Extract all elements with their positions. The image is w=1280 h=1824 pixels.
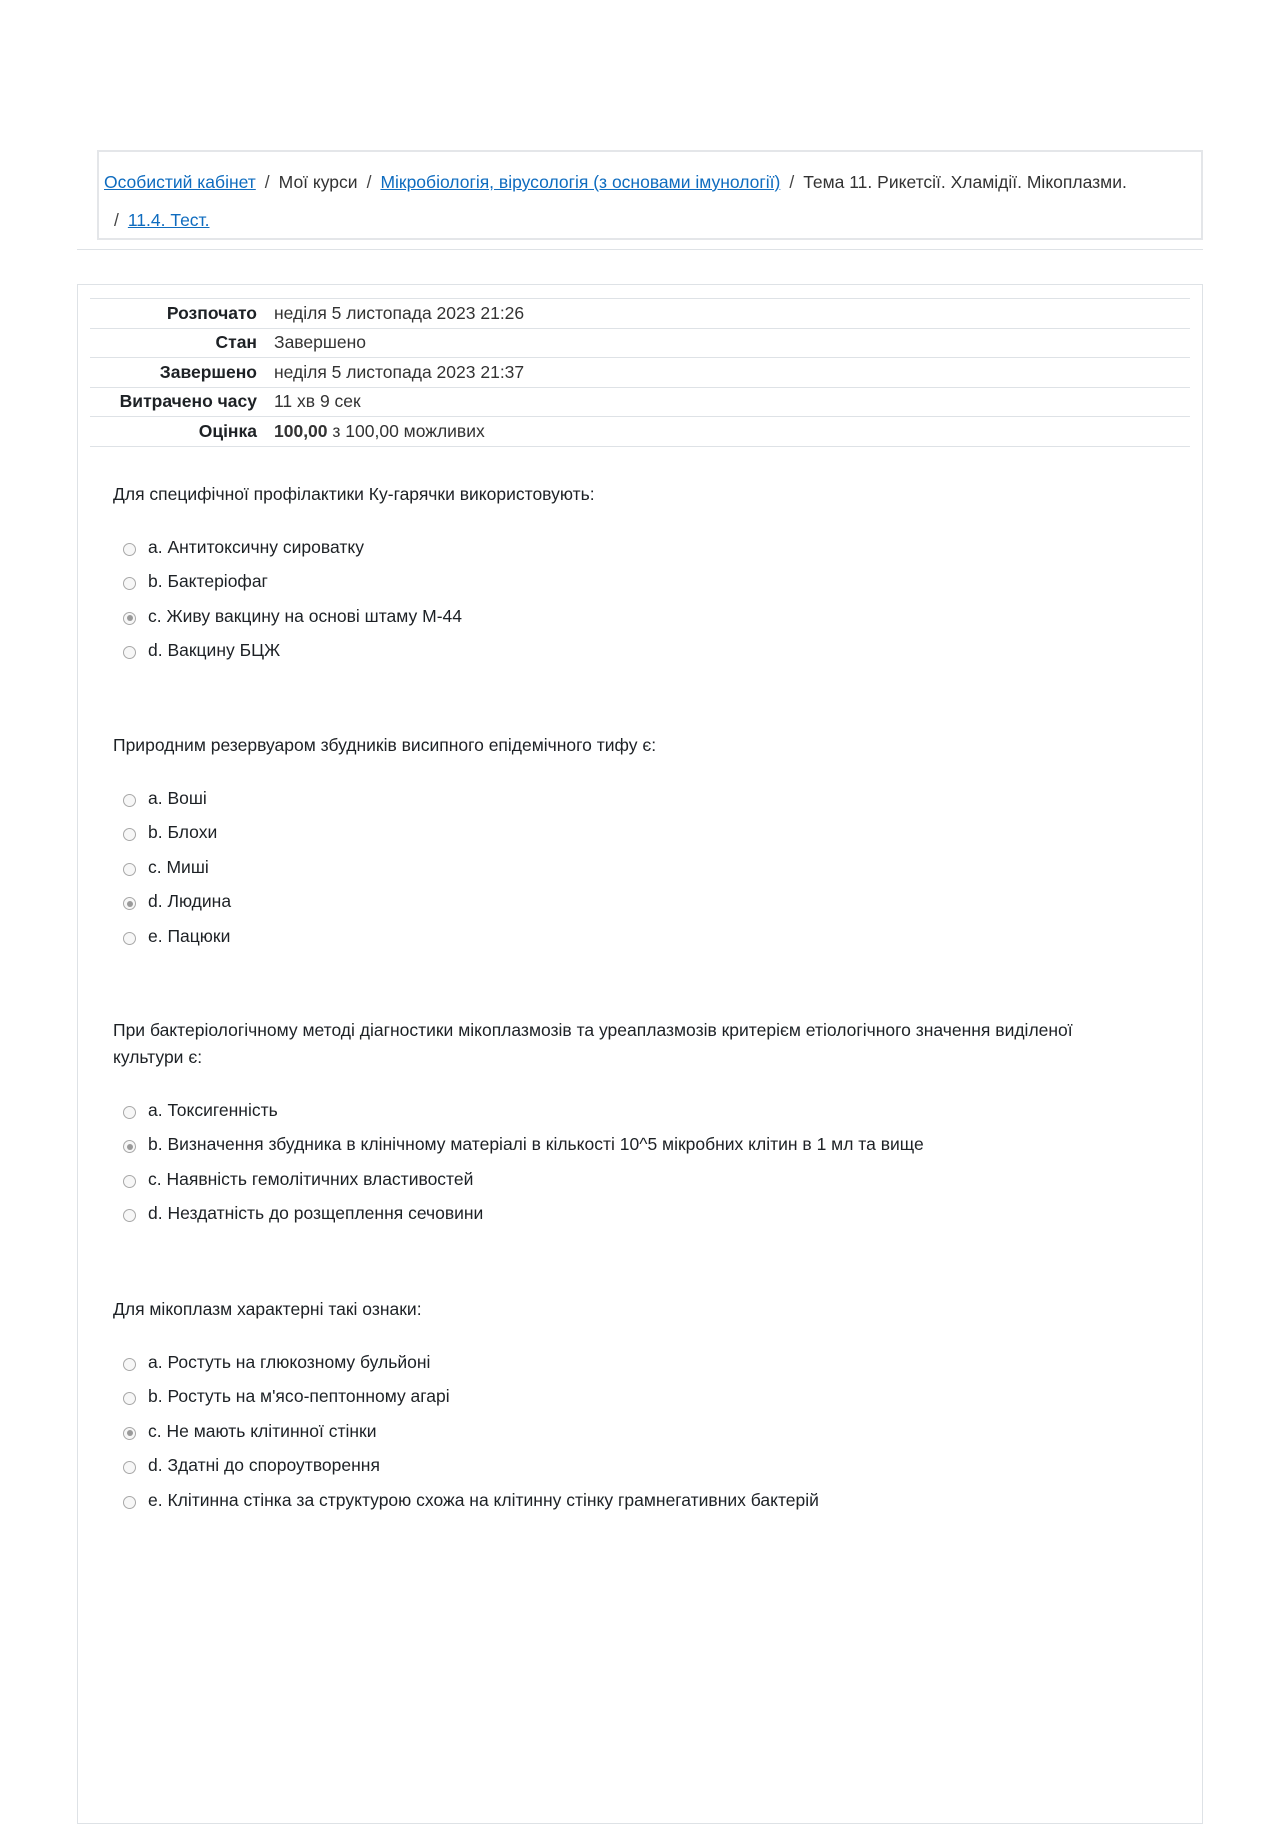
answer-option[interactable] <box>113 599 1113 634</box>
state-value: Завершено <box>274 328 1190 358</box>
question-text: При бактеріологічному методі діагностики мікоплазмозів та уреаплазмозів критерієм етіологічного значення виділеної культури є: <box>113 1020 1073 1067</box>
header-divider <box>77 249 1203 250</box>
question-1 <box>113 481 1113 668</box>
answer-label: c. Не мають клітинної стінки <box>148 1420 377 1441</box>
radio-button[interactable] <box>123 932 136 945</box>
answer-option[interactable] <box>113 530 1113 565</box>
question-4 <box>113 1296 1113 1518</box>
answer-option[interactable] <box>113 816 1113 851</box>
answer-label: c. Миші <box>148 856 209 877</box>
summary-row-state <box>90 328 1190 358</box>
answer-list <box>113 1093 1113 1231</box>
radio-button[interactable] <box>123 1358 136 1371</box>
completed-label: Завершено <box>90 358 274 388</box>
answer-option[interactable] <box>113 565 1113 600</box>
breadcrumb-separator: / <box>114 210 119 230</box>
grade-score: 100,00 <box>274 420 328 441</box>
summary-row-grade <box>90 417 1190 447</box>
answer-option[interactable] <box>113 1380 1113 1415</box>
answer-label: b. Бактеріофаг <box>148 571 268 592</box>
answer-option[interactable] <box>113 919 1113 954</box>
radio-button[interactable] <box>123 897 136 910</box>
answer-list <box>113 781 1113 954</box>
answer-list <box>113 530 1113 668</box>
started-value: неділя 5 листопада 2023 21:26 <box>274 299 1190 329</box>
answer-label: d. Людина <box>148 891 232 912</box>
breadcrumb-link-quiz[interactable]: 11.4. Тест. <box>127 210 210 230</box>
summary-row-completed <box>90 358 1190 388</box>
breadcrumb-link-dashboard[interactable]: Особистий кабінет <box>104 172 256 192</box>
state-label: Стан <box>90 328 274 358</box>
answer-option[interactable] <box>113 634 1113 669</box>
answer-label: a. Токсигенність <box>148 1099 278 1120</box>
answer-label: a. Воші <box>148 787 207 808</box>
breadcrumb-separator: / <box>366 172 372 192</box>
answer-option[interactable] <box>113 1345 1113 1380</box>
answer-label: d. Здатні до спороутворення <box>148 1455 380 1476</box>
radio-button[interactable] <box>123 1106 136 1119</box>
summary-row-time <box>90 387 1190 417</box>
radio-button[interactable] <box>123 1496 136 1509</box>
radio-button[interactable] <box>123 1461 136 1474</box>
answer-label: c. Наявність гемолітичних властивостей <box>148 1168 474 1189</box>
question-text: Для мікоплазм характерні такі ознаки: <box>113 1299 422 1319</box>
answer-option[interactable] <box>113 885 1113 920</box>
answer-option[interactable] <box>113 1449 1113 1484</box>
radio-button[interactable] <box>123 612 136 625</box>
answer-option[interactable] <box>113 1414 1113 1449</box>
breadcrumb-separator: / <box>264 172 270 192</box>
answer-label: e. Пацюки <box>148 925 231 946</box>
radio-button[interactable] <box>123 646 136 659</box>
breadcrumb-separator: / <box>789 172 795 192</box>
grade-label: Оцінка <box>90 417 274 447</box>
breadcrumb-item-topic: Тема 11. Рикетсії. Хламідії. Мікоплазми. <box>803 172 1127 192</box>
question-text: Природним резервуаром збудників висипного епідемічного тифу є: <box>113 735 657 755</box>
answer-option[interactable] <box>113 1483 1113 1518</box>
answer-label: a. Ростуть на глюкозному бульйоні <box>148 1351 431 1372</box>
question-3 <box>113 1017 1113 1231</box>
answer-option[interactable] <box>113 850 1113 885</box>
radio-button[interactable] <box>123 828 136 841</box>
time-taken-label: Витрачено часу <box>90 387 274 417</box>
radio-button[interactable] <box>123 863 136 876</box>
answer-option[interactable] <box>113 1162 1113 1197</box>
radio-button[interactable] <box>123 794 136 807</box>
answer-label: b. Визначення збудника в клінічному матеріалі в кількості 10^5 мікробних клітин в 1 мл та вище <box>148 1134 924 1155</box>
breadcrumb-link-course[interactable]: Мікробіологія, вірусологія (з основами імунології) <box>380 172 781 192</box>
radio-button[interactable] <box>123 1140 136 1153</box>
grade-max: з 100,00 можливих <box>327 420 485 441</box>
answer-option[interactable] <box>113 781 1113 816</box>
answer-label: e. Клітинна стінка за структурою схожа на клітинну стінку грамнегативних бактерій <box>148 1489 819 1510</box>
breadcrumb <box>97 150 1203 240</box>
completed-value: неділя 5 листопада 2023 21:37 <box>274 358 1190 388</box>
answer-label: b. Ростуть на м'ясо-пептонному агарі <box>148 1386 450 1407</box>
answer-label: d. Вакцину БЦЖ <box>148 640 281 661</box>
answer-label: c. Живу вакцину на основі штаму М-44 <box>148 605 462 626</box>
question-2 <box>113 732 1113 954</box>
radio-button[interactable] <box>123 543 136 556</box>
radio-button[interactable] <box>123 1392 136 1405</box>
summary-row-started <box>90 299 1190 329</box>
answer-list <box>113 1345 1113 1518</box>
attempt-summary-table <box>90 298 1190 447</box>
grade-value <box>274 417 1190 447</box>
time-taken-value: 11 хв 9 сек <box>274 387 1190 417</box>
radio-button[interactable] <box>123 1427 136 1440</box>
started-label: Розпочато <box>90 299 274 329</box>
answer-label: b. Блохи <box>148 822 218 843</box>
radio-button[interactable] <box>123 1175 136 1188</box>
answer-option[interactable] <box>113 1093 1113 1128</box>
answer-option[interactable] <box>113 1197 1113 1232</box>
answer-label: a. Антитоксичну сироватку <box>148 536 364 557</box>
answer-option[interactable] <box>113 1128 1113 1163</box>
question-text: Для специфічної профілактики Ку-гарячки використовують: <box>113 484 595 504</box>
radio-button[interactable] <box>123 1209 136 1222</box>
radio-button[interactable] <box>123 577 136 590</box>
breadcrumb-item-my-courses: Мої курси <box>278 172 358 192</box>
answer-label: d. Нездатність до розщеплення сечовини <box>148 1203 484 1224</box>
